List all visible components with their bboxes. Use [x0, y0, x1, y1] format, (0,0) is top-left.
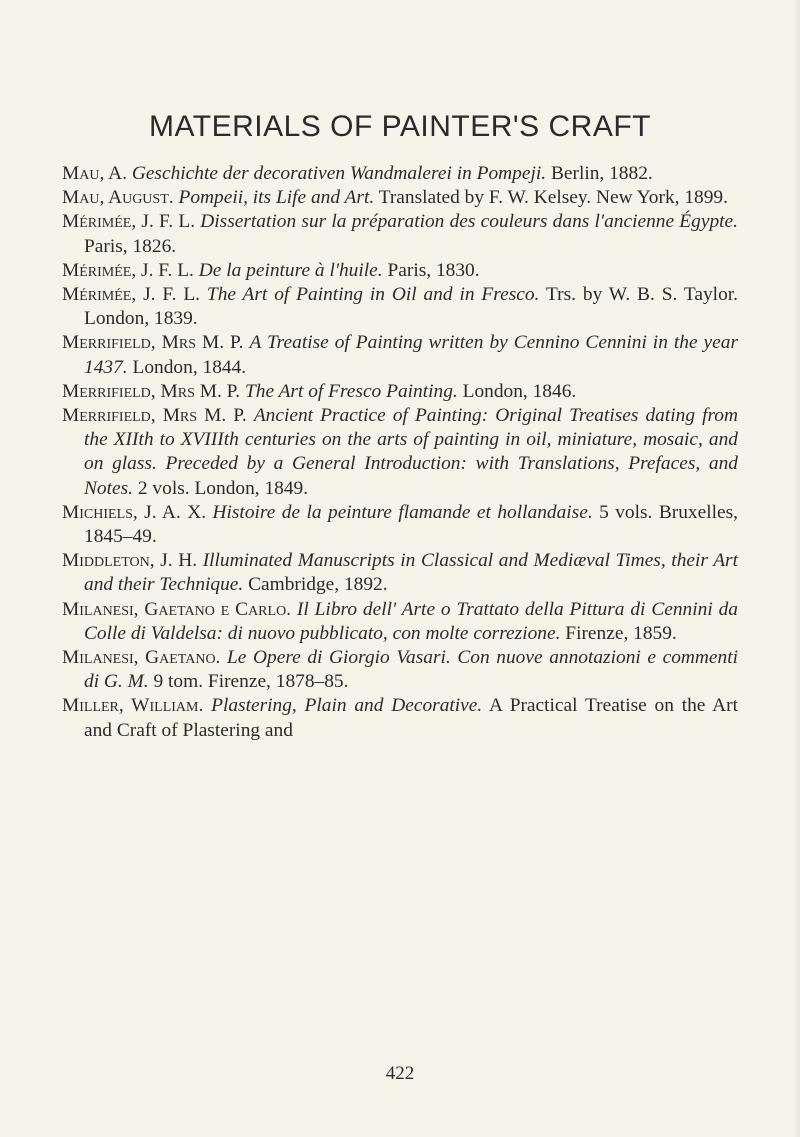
entry-title: Geschichte der decorativen Wandmalerei in Pompeji.	[131, 163, 547, 184]
bibliography-entry	[62, 331, 738, 379]
entry-author: Mérimée, J. F. L.	[62, 284, 201, 306]
entry-author: Miller, William.	[62, 695, 204, 717]
entry-details: Cambridge, 1892.	[248, 574, 388, 596]
entry-title: Histoire de la peinture flamande et hollandaise.	[212, 501, 593, 523]
entry-author: Milanesi, Gaetano e Carlo.	[62, 598, 292, 620]
entry-author: Mau, August.	[62, 187, 174, 209]
entry-author: Mérimée, J. F. L.	[62, 211, 196, 233]
bibliography-entry	[62, 404, 738, 501]
entry-details: A Practical Treatise on the Art and Craft of Plastering and	[84, 695, 738, 741]
entry-details: London, 1846.	[462, 380, 577, 402]
entry-title: Le Opere di Giorgio Vasari. Con nuove annotazioni e commenti di G. M.	[84, 647, 738, 693]
entry-details: Paris, 1826.	[84, 235, 177, 257]
entry-title: Dissertation sur la préparation des couleurs dans l'ancienne Égypte.	[200, 211, 738, 233]
entry-details: 9 tom. Firenze, 1878–85.	[153, 671, 349, 693]
bibliography-entry	[62, 549, 738, 597]
entry-details: Translated by F. W. Kelsey. New York, 1899.	[378, 187, 728, 209]
bibliography-entry	[62, 162, 738, 186]
entry-author: Middleton, J. H.	[62, 550, 198, 572]
entry-details: Berlin, 1882.	[550, 163, 653, 184]
bibliography-entry	[62, 501, 738, 549]
entry-details: London, 1844.	[132, 356, 247, 378]
entry-title: Il Libro dell' Arte o Trattato della Pittura di Cennini da Colle di Valdelsa: di nuovo pubblicato, con molte correzione.	[84, 598, 738, 644]
entry-author: Merrifield, Mrs M. P.	[62, 380, 241, 402]
entry-author: Mérimée, J. F. L.	[62, 259, 194, 281]
entry-title: Illuminated Manuscripts in Classical and Mediæval Times, their Art and their Technique.	[84, 550, 738, 596]
entry-details: Paris, 1830.	[387, 259, 480, 281]
entry-author: Merrifield, Mrs M. P.	[62, 332, 244, 354]
bibliography-entry	[62, 598, 738, 646]
entry-title: A Treatise of Painting written by Cennino Cennini in the year 1437.	[84, 332, 738, 378]
entry-details: Trs. by W. B. S. Taylor. London, 1839.	[84, 284, 739, 330]
page-number: 422	[385, 1063, 415, 1084]
entry-author: Michiels, J. A. X.	[62, 501, 207, 523]
bibliography-entry	[62, 283, 738, 331]
entry-title: The Art of Fresco Painting.	[244, 380, 458, 402]
bibliography-entry	[62, 380, 738, 404]
entry-title: De la peinture à l'huile.	[198, 259, 383, 281]
bibliography-entry	[62, 210, 738, 258]
entry-author: Milanesi, Gaetano.	[62, 647, 221, 669]
entry-title: Ancient Practice of Painting: Original Treatises dating from the XIIth to XVIIIth centuries on the arts of painting in oil, miniature, mosaic, and on glass. Preceded by a General Introduction: with Translations, Prefaces, and Notes.	[84, 405, 738, 499]
bibliography-entry	[62, 259, 738, 283]
entry-author: Merrifield, Mrs M. P.	[62, 405, 247, 427]
entry-title: Pompeii, its Life and Art.	[178, 187, 375, 209]
entry-title: Plastering, Plain and Decorative.	[211, 695, 483, 717]
running-head: MATERIALS OF PAINTER'S CRAFT	[149, 110, 651, 143]
bibliography-entry	[62, 646, 738, 694]
entry-title: The Art of Painting in Oil and in Fresco.	[206, 284, 540, 306]
bibliography-list	[62, 162, 738, 743]
bibliography-entry	[62, 694, 738, 742]
entry-author: Mau, A.	[62, 163, 127, 184]
entry-details: Firenze, 1859.	[565, 622, 677, 644]
page-edge-shadow	[794, 0, 800, 1137]
entry-details: 5 vols. Bruxelles, 1845–49.	[84, 501, 738, 548]
entry-details: 2 vols. London, 1849.	[137, 477, 309, 499]
bibliography-entry	[62, 186, 738, 210]
